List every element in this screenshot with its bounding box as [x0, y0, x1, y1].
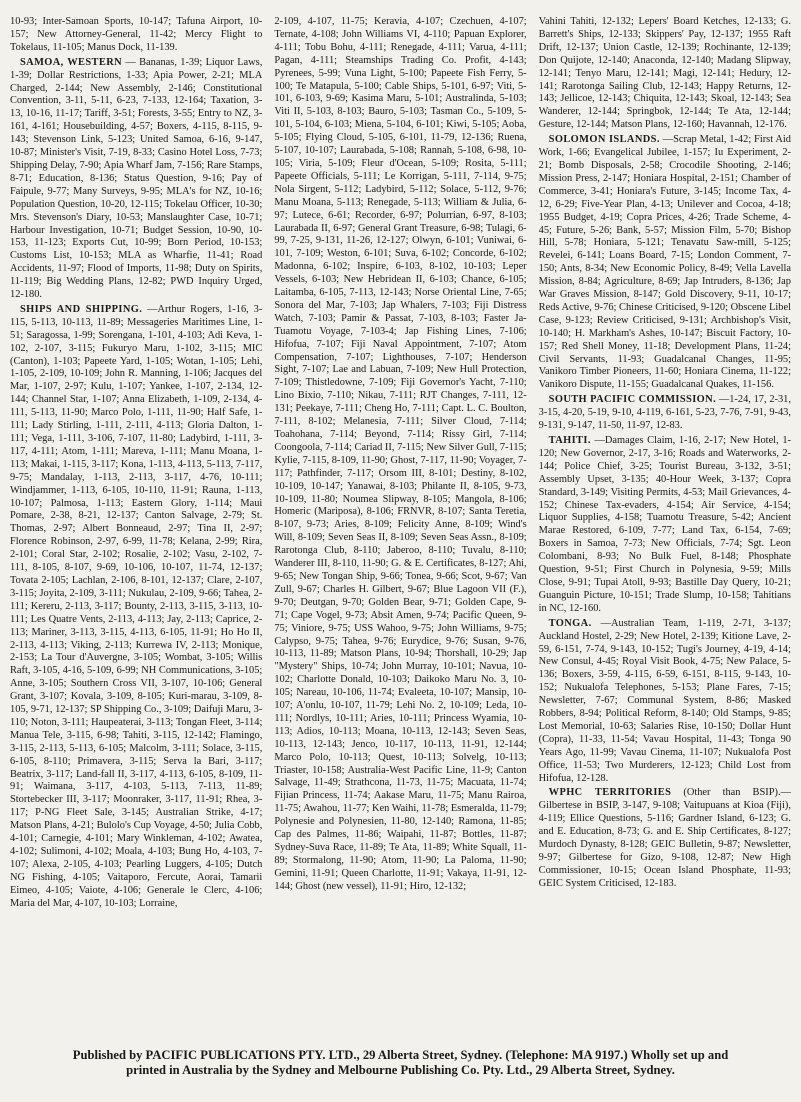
index-continuation	[10, 16, 262, 55]
index-heading: TAHITI.	[548, 435, 591, 446]
index-text: —Arthur Rogers, 1-16, 3-115, 5-113, 10-113, 11-89; Messageries Maritimes Line, 1-51; Saragossa, 1-99; Sorengana, 1-101, 4-103; Adi Keva, 1-102, 2-107, 3-115; Fukuryo Maru, 1-102, 3-115; MIC (Canton), 1-103; Papeete Yard, 1-105; Wotan, 1-105; Lehi, 1-105, 2-109, 10-109; John R. Manning, 1-106; Jacques del Mar, 1-107, 2-97; Kulu, 1-107; Yankee, 1-107, 2-134, 12-144; Channel Star, 1-107; Anna Elizabeth, 1-109, 2-134, 4-111, 5-113, 11-90; Marco Polo, 1-111, 11-90; Half Safe, 1-111; Lady Stirling, 1-111, 2-111, 4-113; Gloria Dalton, 1-111; Vega, 1-111, 3-106, 7-107, 11-80; Ladybird, 1-111, 3-117, 4-111; Atom, 1-111; Mareva, 1-111; Manu Moana, 1-113; Makai, 1-115, 3-117; Kona, 1-113, 4-113, 5-113, 7-117, 9-75; Mandalay, 1-113, 2-113, 3-117, 4-76, 10-111; Windjammer, 1-113, 6-105, 10-110, 11-91; Rauna, 1-113, 10-107; Palmosa, 1-113; Eastern Glory, 1-114; Maui Pomare, 2-38, 8-21, 12-137; Canton Salvage, 2-79; St. Thomas, 2-97; Albert Bonneaud, 2-97; Tina II, 2-97; Florence Robinson, 2-97, 6-99, 11-78; Kelana, 2-99; Rira, 2-101; Coral Star, 2-102; Rosalie, 2-102; Vasu, 2-102, 7-111, 8-105, 8-107, 9-69, 10-106, 10-107, 11-74, 12-137; Tovata 2-105; Lachlan, 2-106, 8-101, 12-137; Clare, 2-107, 3-115; Joyita, 2-109, 3-111; Nukulau, 2-109, 9-66; Tahea, 2-111; Kereru, 2-113, 3-117; Bounty, 2-113, 3-115, 3-113, 10-111; Les Quatre Vents, 2-113, 4-113; Jay, 2-113; Caprice, 2-113; Mariner, 3-113, 3-115, 4-113, 6-105, 11-91; Ho Ho II, 2-113, 4-113; Viking, 2-113; Kurrewa IV, 2-113; Monique, 2-153; La Tour d'Auvergne, 3-105; Wombat, 3-105; Willis Raft, 3-105, 4-16, 5-109, 6-99; NH Communications, 3-105; Anne, 3-105; Southern Cross VII, 3-107, 10-106; General Grant, 3-107; Kovala, 3-109, 8-105; Kuri-marau, 3-109, 8-105, 9-71, 12-137; SP Shipping Co., 3-109; Daifuji Maru, 3-110; Noton, 3-111; Haupeaterai, 3-113; Tongan Fleet, 3-114; Manua Tele, 3-115, 6-98; Tahiti, 3-115, 12-142; Flamingo, 3-115, 2-113, 5-113, 6-105; Malcolm, 3-111; Solace, 3-115, 6-105, 8-110; Primavera, 3-115; Serva la Bari, 3-117; Beatrix, 3-117; Land-fall II, 3-117, 4-113, 6-105, 8-109, 11-91; Waimana, 3-117, 4-103, 5-113, 7-113, 11-89; Stortebecker III, 3-117; Moonraker, 3-117, 11-91; Rhea, 3-117; P-NG Fleet Sale, 3-145; Australian Strike, 4-17; Matson Plans, 4-21; Bulolo's Cup Voyage, 4-50; Julia Cobb, 4-101; Carnegie, 4-101; Mary Winkleman, 4-102; Awatea, 4-102; Sulimoni, 4-102; Moala, 4-103; Bung Ho, 4-103, 7-107; Alexa, 2-105, 4-103; Pearling Luggers, 4-105; Dutch NG Fishing, 4-105; Vaitaporo, Fercute, Aorai, Tamarii Eimeo, 4-105; Vaiote, 4-106; Generale le Clerc, 4-106; Maria del Mar, 4-107, 10-103; Lorraine,	[10, 303, 263, 909]
index-text: —Scrap Metal, 1-42; First Aid Work, 1-66; Evangelical Jubilee, 1-157; Iu Experiment, 2-21; Bomb Disposals, 2-58; Crocodile Shooting, 2-146; Mission Press, 2-147; Honiara Hospital, 2-151; Chamber of Commerce, 3-41; Honiara's Future, 3-145; Income Tax, 4-12, 6-29; Five-Year Plan, 4-13; Unilever and Cocoa, 4-18; 1955 Budget, 4-19; Copra Prices, 4-26; Trade Scheme, 4-45; Future, 5-26; Bank, 5-57; Mission Film, 5-70; Bishop Hill, 5-78; Honiara, 5-121; Tenavatu Saw-mill, 5-125; Revelei, 6-141; Loans Board, 7-15; London Comment, 7-150; Ants, 8-34; New Economic Policy, 8-49; Vella Lavella Mission, 8-84; Agriculture, 8-69; Jap Intruders, 8-136; Jap War Graves Mission, 8-147; Gold Discovery, 9-11, 10-17; Reds Active, 9-76; Chinese Criticised, 9-120; Obscene Libel Case, 9-123; Review Criticised, 9-131; Archbishop's Visit, 10-140; H. Markham's Ashes, 10-147; Biscuit Factory, 10-157; Red Shell Money, 11-18; Development Plans, 11-24; Civil Servants, 11-93; Guadalcanal Changes, 11-95; Vanikoro Timber Pioneers, 11-60; Honiara Cinema, 11-122; Vanikoro Dispute, 11-155; Guadalcanal Quakes, 11-156.	[538, 134, 791, 391]
index-continuation	[539, 16, 791, 132]
index-entry	[539, 435, 791, 616]
column-2	[274, 16, 526, 1036]
index-continuation	[274, 16, 526, 894]
index-text: 2-109, 4-107, 11-75; Keravia, 4-107; Czechuen, 4-107; Ternate, 4-108; John Williams VI, 4-110; Papuan Explorer, 4-111; Tobu Bohu, 4-111; Renegade, 4-111; Varua, 4-111; Pagan, 4-111; Steamships Trading Co. Profit, 4-143; Pyrenees, 5-99; Vuna Light, 5-100; Papeete Fish Ferry, 5-100; Te Matapula, 5-100; Cable Ships, 5-101, 6-97; Viti, 5-101, 6-103, 9-69; Kasima Maru, 5-101; Australinda, 5-103; Viti II, 5-103, 8-103; Bauro, 5-103; Tasman Co., 5-109, 5-101, 5-104, 6-103; Miena, 5-104, 6-101; Kiwi, 5-105; Aoba, 5-105; Flying Cloud, 5-105, 6-101, 11-79, 12-136; Ruena, 5-107, 10-107; Laurabada, 5-108; Rannah, 5-108, 6-98, 10-105; Viria, 5-109; Fleur d'Ocean, 5-109; Rosita, 5-111; Papeete Officials, 5-111; Le Korrigan, 5-111, 7-114, 9-75; Nola Sirgent, 5-112; Ladybird, 5-112; Solace, 5-112, 9-76; Manu Moana, 5-113; Renegade, 5-113; William & Julia, 6-97; Lutece, 6-61; Recorder, 6-97; Polurrian, 6-97, 8-103; Laurabada II, 6-97; General Grant Treasure, 6-98; Tulagi, 6-99, 7-25, 9-131, 11-26, 12-127; Olwyn, 6-101; Vuniwai, 6-101, 7-109; Weston, 6-101; Suva, 6-102; Concorde, 6-102; Madonna, 6-102; Inspire, 6-103, 8-102, 10-103; Leper Vessels, 6-103; New Hebridean II, 6-103; Chance, 6-105; Laitamba, 6-105, 7-113, 12-143; Norse Oriental Line, 7-65; Sonora del Mar, 7-103; Jap Whalers, 7-103; Fiji Distress Watch, 7-103; Pamir & Passat, 7-103, 8-103; Faster Ja-Tuamotu Voyage, 7-103-4; Jap Fishing Lines, 7-106; Hifofua, 7-107; Fiji Naval Appointment, 7-107; Atom Compensation, 7-107; Lighthouses, 7-107; Henderson Sight, 7-107; Lae and Labuan, 7-109; New Hull Protection, 7-109; Thistledowne, 7-109; Fiji Governor's Yacht, 7-110; Lino Bixio, 7-110; Nikau, 7-111; RJT Changes, 7-111, 12-131; Peekaye, 7-111; Cheng Ho, 7-111; Capt. L. C. Boulton, 7-111, 8-102; Melanesia, 7-111; Silver Cloud, 7-114; Toahohana, 7-114; Beyond, 7-114; Rissy Girl, 7-114; Coongoola, 7-114; Cariad II, 7-115; New Silver Gull, 7-115; Kylie, 7-115, 8-109, 11-90; Ghost, 7-117, 11-90; Voyager, 7-117; Pathfinder, 7-117; Orsom III, 8-101; Destiny, 8-102, 10-109, 10-147; Yanawai, 8-103; Philante II, 8-105, 9-73, 10-109, 11-80; Noumea Slipway, 8-105; Mangola, 8-106; Homeric (Mariposa), 8-106; FRNVR, 8-107; Santa Teretia, 8-107, 9-73; Aries, 8-109; Felicity Anne, 8-109; Wind's Will, 8-109; Seven Seas II, 8-109; Seven Seas Assn., 8-109; Rarotonga Club, 8-110; Jaberoo, 8-110; Tuvalu, 8-110; Wanderer III, 8-110, 11-90; G. & E. Certificates, 8-127; Ahi, 9-65; New Tongan Ship, 9-66; Tonea, 9-66; Scot, 9-67; Van Zull, 9-67; Charles H. Gilbert, 9-67; Blue Lagoon VII (F.), 9-70; Deutgan, 9-70; Golden Bear, 9-71; Golden Cape, 9-71; Cape Vogel, 9-73; Absit Amen, 9-74; Pacific Queen, 9-75; Viniore, 9-75; USS Wahoo, 9-75; John Williams, 9-75; Calypso, 9-75; Tahea, 9-76; Eurydice, 9-76; Susan, 9-76, 10-113, 11-89; Matson Plans, 10-94; Thorshall, 10-29; Jap "Mystery" Ships, 10-74; John Murray, 10-101; Navua, 10-102; Charlotte Donald, 10-103; Daikoko Maru No. 3, 10-105; Nareau, 10-106, 11-74; Evaleeta, 10-107; Mansip, 10-107; A'onlu, 10-107, 11-79; Lehi No. 2, 10-109; Leda, 10-111; Nordlys, 10-111; Aries, 10-111; Princess Wyamia, 10-113; Adios, 10-113; Moana, 10-113, 12-143; Seven Seas, 10-113, 12-143; Jenco, 10-117, 10-113, 11-91, 12-144; Marco Polo, 10-113; Quest, 10-113; Solvelg, 10-113; Triaster, 10-158; Australia-West Pacific Line, 11-9; Canton Salvage, 11-49; Strathcona, 11-73, 11-75; Macuata, 11-74; Fijian Princess, 11-74; Aakase Maru, 11-75; Manu Rairoa, 11-75; Awahou, 11-77; Ken Waihi, 11-78; Esmeralda, 11-79; Polynesie and Polynesien, 11-80, 12-140; Ramona, 11-85; Cap des Palmes, 11-86; Waipahi, 11-87; Bottles, 11-87; Sydney-Suva Race, 11-89; Te Ata, 11-89; White Squall, 11-89; Stormalong, 11-90; Atom, 11-90; La Paloma, 11-90; Gemini, 11-91; Queen Charlotte, 11-91; Vakaya, 11-91, 12-144; Ghost (new vessel), 11-91; Hiro, 12-132;	[274, 16, 527, 892]
column-3	[539, 16, 791, 1036]
publisher-footer	[40, 1048, 761, 1078]
index-entry	[539, 394, 791, 433]
index-entry	[539, 618, 791, 786]
index-text: 10-93; Inter-Samoan Sports, 10-147; Tafuna Airport, 10-157; New Attorney-General, 11-42; Mercy Flight to Tokelaus, 11-105; Manus Dock, 11-139.	[10, 16, 263, 53]
index-entry	[539, 787, 791, 890]
index-columns	[10, 16, 791, 1036]
index-text: (Other than BSIP).—Gilbertese in BSIP, 3-147, 9-108; Vaitupuans at Kioa (Fiji), 4-119; Ellice Questions, 5-116; Gardner Island, 6-123; G. and E. Education, 8-73; G. and E. Ship Certificates, 8-127; Murdoch Dynasty, 8-128; GEIC Bulletin, 9-87; Newsletter, 9-97; Gilbertese for Gizo, 9-108, 12-87; New High Commissioner, 10-15; Ocean Island Phosphate, 11-93; GEIC System Criticised, 12-183.	[538, 787, 791, 889]
index-heading: SOUTH PACIFIC COMMISSION.	[548, 394, 717, 406]
footer-line-2: printed in Australia by the Sydney and Melbourne Publishing Co. Pty. Ltd., 29 Alberta Street, Sydney.	[126, 1063, 675, 1077]
index-text: —Australian Team, 1-119, 2-71, 3-137; Auckland Hostel, 2-29; New Hotel, 2-139; Kitione Lave, 2-59, 6-151, 7-74, 9-143, 10-152; Tugi's Journey, 4-19, 4-14; New Consul, 4-45; Royal Visit Book, 4-75; New Palace, 5-136; Boxers, 3-59, 4-115, 6-59, 6-151, 8-115, 9-143, 10-152; Nukualofa Telephones, 5-153; Plane Fares, 7-15; Newsletter, 7-67; Communal System, 8-86; Masked Robbers, 8-94; Political Reform, 8-140; Old Stamps, 9-85; Lost Memorial, 10-63; Salaries Rise, 10-150; Dollar Hunt (Copra), 11-33, 11-54; Vavau Hospital, 11-43; Tonga 90 Years Ago, 11-99; Vavau Cinema, 11-107; Nukualofa Post Office, 11-53; Two Murderers, 12-123; Child Lost from Hifofua, 12-128.	[538, 617, 791, 784]
index-heading: SAMOA, WESTERN	[20, 56, 123, 68]
index-heading: TONGA.	[548, 617, 592, 629]
index-heading: SHIPS AND SHIPPING.	[20, 303, 143, 315]
column-1	[10, 16, 262, 1036]
footer-line-1: Published by PACIFIC PUBLICATIONS PTY. LTD., 29 Alberta Street, Sydney. (Telephone: MA 9197.) Wholly set up and	[72, 1048, 729, 1062]
index-entry	[10, 57, 262, 302]
index-heading: WPHC TERRITORIES	[548, 787, 672, 799]
index-text: —1-24, 17, 2-31, 3-15, 4-20, 5-19, 9-10, 4-119, 6-161, 5-23, 7-76, 7-91, 9-43, 9-131, 9-147, 11-50, 11-97, 12-83.	[538, 394, 791, 432]
index-heading: SOLOMON ISLANDS.	[548, 134, 660, 146]
index-entry	[10, 304, 262, 911]
index-text: —Damages Claim, 1-16, 2-17; New Hotel, 1-120; New Governor, 2-17, 3-16; Roads and Waterworks, 2-144; Police Chief, 3-25; Tourist Bureau, 3-132, 3-51; Assembly Upset, 3-135; 40-Hour Week, 3-137; Copra Standard, 3-149; Visiting Permits, 4-53; Mail Grievances, 4-152; Chinese Tax-evaders, 4-154; Air Service, 4-154; Liquor Supplies, 4-158; Tuamotu Treasure, 5-42; Ancient Marae Restored, 6-109, 7-77; Land Tax, 6-154, 7-69; Boxers in Samoa, 7-73; New Officials, 7-74; Sgt. Leon Colombani, 8-93; No Bulk Fuel, 8-148; Phosphate Question, 9-51; First Church in Polynesia, 9-59; Mills Close, 9-91; Tupai Atoll, 9-93; Bastille Day Query, 10-21; Guanguin Picture, 10-151; Trade Slump, 10-158; Tahitians in NC, 12-160.	[538, 435, 791, 614]
index-text: — Bananas, 1-39; Liquor Laws, 1-39; Dollar Restrictions, 1-33; Apia Power, 2-21; MLA Charged, 2-144; New Assembly, 2-146; Constitutional Convention, 3-11, 5-11, 6-23, 7-133, 12-164; Taxation, 3-13, 10-16, 11-17; Tariff, 3-51; Forests, 3-55; Entry to NZ, 3-161, 4-161; Housebuilding, 4-57; Boxers, 4-115, 8-115, 9-143; Stevenson Link, 5-123; United Samoa, 6-16, 9-147, 10-87; Minister's Visit, 7-19, 8-33; Casino Hotel Loss, 7-73; Shipping Delay, 7-90; Apia Wharf Jam, 7-156; Rare Stamps, 8-71; Education, 8-136; Status Question, 9-16; Pay of Faipule, 9-77; Many Surveys, 9-95; MLA's for NZ, 10-16; Population Question, 10-20, 12-115; Tokelau Officer, 10-30; Mrs. Stevenson's Diary, 10-53; Manslaughter Case, 10-71; Harbour Investigation, 10-71; Budget Session, 10-90, 10-153, 11-123; Exports Cut, 10-99; Born Period, 10-153; Customs List, 10-153; MLA as Wharfie, 11-41; Road Accidents, 11-97; Flood of Imports, 11-98; Duty on Spirits, 11-119; Big Wedding Plans, 12-82; PWD Inquiry Urged, 12-180.	[10, 56, 263, 301]
index-text: Vahini Tahiti, 12-132; Lepers' Board Ketches, 12-133; G. Barrett's Ships, 12-133; Skippers' Pay, 12-137; 1955 Raft Drift, 12-137; Union Castle, 12-139; Rochinante, 12-139; Don Quijote, 12-140; Anaconda, 12-140; Madang Slipway, 12-141; Tenyo Maru, 12-141; Magi, 12-141; Hedury, 12-141; Rarotonga Sailing Club, 12-143; Happy Returns, 12-143; Jellicoe, 12-143; Chiquita, 12-143; Skoal, 12-143; Sea Wanderer, 12-144; Springbok, 12-144; Te Ata, 12-144; Gesture, 12-144; Matson Plans, 12-160; Havannah, 12-176.	[538, 16, 791, 131]
index-entry	[539, 134, 791, 392]
